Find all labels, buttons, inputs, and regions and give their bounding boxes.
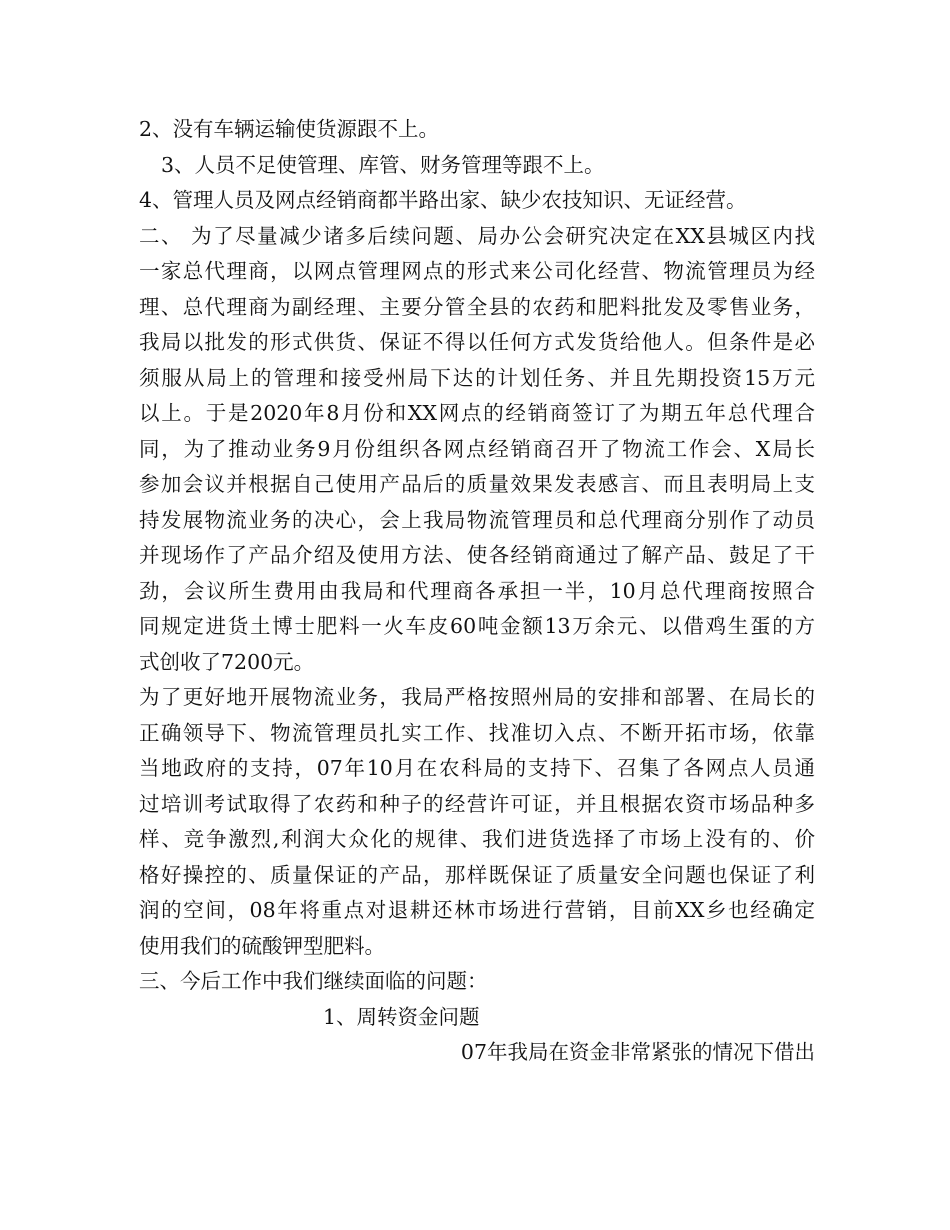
text-line: 一家总代理商，以网点管理网点的形式来公司化经营、物流管理员为经 (139, 259, 815, 283)
text-line: 持发展物流业务的决心，会上我局物流管理员和总代理商分别作了动员 (139, 507, 815, 532)
text-line: 过培训考试取得了农药和种子的经营许可证，并且根据农资市场品种多 (139, 791, 815, 816)
text-line: 式创收了7200元。 (139, 649, 315, 674)
text-line: 劲，会议所生费用由我局和代理商各承担一半，10月总代理商按照合 (139, 578, 815, 603)
text-line: 4、管理人员及网点经销商都半路出家、缺少农技知识、无证经营。 (139, 188, 747, 212)
text-line: 格好操控的、质量保证的产品，那样既保证了质量安全问题也保证了利 (139, 862, 815, 887)
text-line: 并现场作了产品介绍及使用方法、使各经销商通过了解产品、鼓足了干 (139, 543, 815, 567)
text-line: 须服从局上的管理和接受州局下达的计划任务、并且先期投资15万元 (139, 365, 815, 390)
text-line: 同，为了推动业务9月份组织各网点经销商召开了物流工作会、X局长 (139, 436, 815, 461)
text-line: 润的空间，08年将重点对退耕还林市场进行营销，目前XX乡也经确定 (139, 898, 815, 922)
text-line: 以上。于是2020年8月份和XX网点的经销商签订了为期五年总代理合 (139, 401, 815, 425)
text-line: 理、总代理商为副经理、主要分管全县的农药和肥料批发及零售业务， (139, 294, 815, 319)
document-body (139, 112, 815, 1071)
text-line: 2、没有车辆运输使货源跟不上。 (139, 117, 440, 141)
text-line: 我局以批发的形式供货、保证不得以任何方式发货给他人。但条件是必 (139, 330, 815, 354)
text-line: 当地政府的支持，07年10月在农科局的支持下、召集了各网点人员通 (139, 756, 815, 780)
subsection-heading: 1、周转资金问题 (323, 1004, 480, 1029)
text-line: 参加会议并根据自己使用产品后的质量效果发表感言、而且表明局上支 (139, 472, 815, 496)
section-heading: 三、今后工作中我们继续面临的问题： (139, 969, 488, 993)
text-line: 同规定进货土博士肥料一火车皮60吨金额13万余元、以借鸡生蛋的方 (139, 614, 815, 638)
text-line: 正确领导下、物流管理员扎实工作、找准切入点、不断开拓市场，依靠 (139, 720, 815, 745)
text-line: 使用我们的硫酸钾型肥料。 (139, 933, 385, 958)
text-line: 样、竞争激烈,利润大众化的规律、我们进货选择了市场上没有的、价 (139, 827, 815, 851)
text-line: 07年我局在资金非常紧张的情况下借出 (460, 1040, 815, 1064)
text-line: 为了更好地开展物流业务，我局严格按照州局的安排和部署、在局长的 (139, 685, 815, 709)
text-line: 二、 为了尽量减少诸多后续问题、局办公会研究决定在XX县城区内找 (139, 223, 815, 248)
text-line: 3、人员不足使管理、库管、财务管理等跟不上。 (161, 152, 605, 177)
